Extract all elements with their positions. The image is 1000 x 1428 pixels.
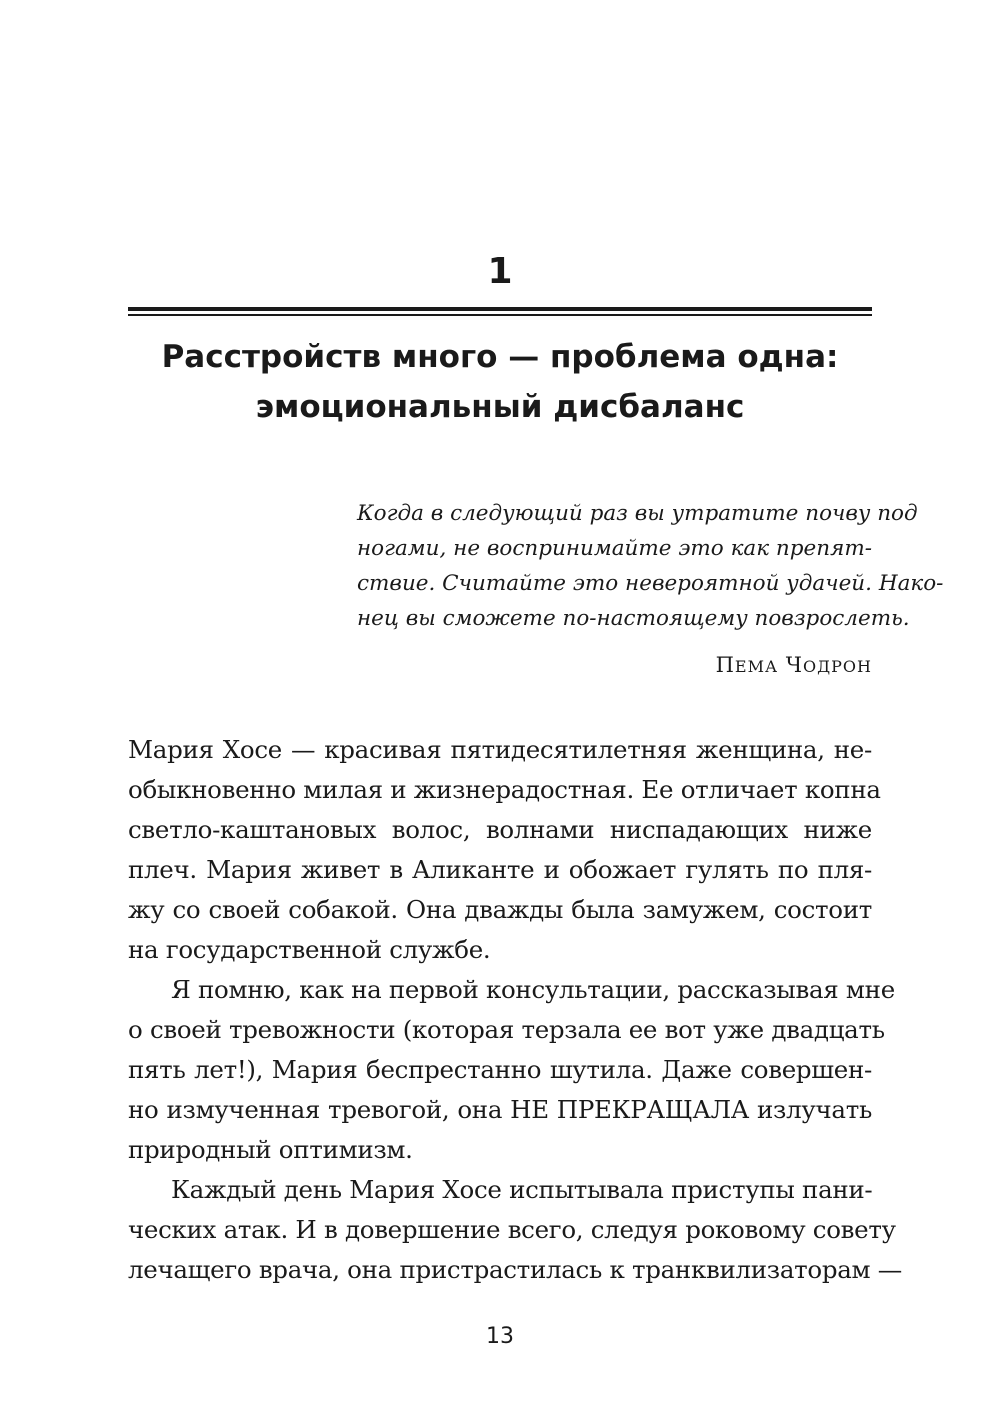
epigraph-author-name: ПЕМА ЧОДРОН <box>715 653 872 677</box>
text-line: Каждый день Мария Хосе испытывала приступы пани- <box>171 1175 873 1204</box>
text-line: жу со своей собакой. Она дважды была замужем, состоит <box>128 895 872 924</box>
chapter-title-line: эмоциональный дисбаланс <box>255 389 745 425</box>
text-line: на государственной службе. <box>128 935 491 964</box>
text-line: плеч. Мария живет в Аликанте и обожает гулять по пля- <box>128 855 872 884</box>
chapter-title-line: Расстройств много — проблема одна: <box>161 339 839 375</box>
text-line: пять лет!), Мария беспрестанно шутила. Даже совершен- <box>128 1055 872 1084</box>
text-line: о своей тревожности (которая терзала ее вот уже двадцать <box>128 1015 885 1044</box>
text-line: светло-каштановых волос, волнами ниспадающих ниже <box>128 815 872 844</box>
epigraph-line: ствие. Считайте это невероятной удачей. Нако- <box>357 571 944 596</box>
text-line: обыкновенно милая и жизнерадостная. Ее отличает копна <box>128 775 881 804</box>
text-line: природный оптимизм. <box>128 1135 413 1164</box>
epigraph-line: ногами, не воспринимайте это как препят- <box>357 536 872 561</box>
chapter-number: 1 <box>487 251 513 292</box>
chapter-title <box>100 332 900 432</box>
chapter-rule-thin <box>128 314 872 316</box>
epigraph <box>357 496 944 682</box>
chapter-rule-thick <box>128 307 872 311</box>
epigraph-line: Когда в следующий раз вы утратите почву под <box>357 501 918 526</box>
body-text <box>128 730 902 1290</box>
page-number: 13 <box>486 1324 514 1349</box>
text-line: Я помню, как на первой консультации, рассказывая мне <box>171 975 895 1004</box>
text-line: Мария Хосе — красивая пятидесятилетняя женщина, не- <box>128 735 872 764</box>
text-line: но измученная тревогой, она НЕ ПРЕКРАЩАЛА излучать <box>128 1095 872 1124</box>
epigraph-author <box>357 650 872 682</box>
epigraph-line: нец вы сможете по-настоящему повзрослеть. <box>357 606 910 631</box>
text-line: лечащего врача, она пристрастилась к транквилизаторам — <box>128 1255 902 1284</box>
text-line: ческих атак. И в довершение всего, следуя роковому совету <box>128 1215 896 1244</box>
